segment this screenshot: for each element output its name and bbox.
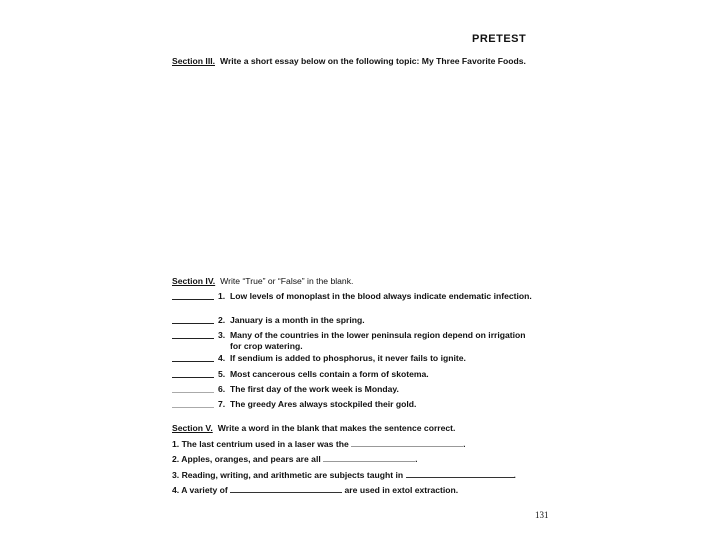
answer-blank[interactable] (323, 453, 418, 464)
item-text-after: are used in extol extraction. (344, 485, 459, 495)
item-text: Many of the countries in the lower peninsula region depend on irrigation for crop watering. (230, 330, 526, 351)
item-text: Low levels of monoplast in the blood always indicate endematic infection. (230, 291, 532, 301)
item-text-after: . (415, 454, 418, 464)
item-number: 2. (218, 315, 226, 325)
item-number: 4. (172, 485, 180, 495)
page-number: 131 (535, 510, 549, 520)
item-number: 3. (172, 470, 180, 480)
section-4 (172, 276, 532, 287)
fill-blank-item (172, 469, 542, 481)
page-title: PRETEST (472, 33, 527, 45)
true-false-item (172, 369, 532, 380)
section-3-title: Section III. (172, 56, 215, 66)
answer-blank[interactable] (406, 469, 514, 478)
answer-blank[interactable] (172, 353, 214, 362)
section-5 (172, 423, 532, 434)
item-text-before: The last centrium used in a laser was the (181, 439, 349, 449)
section-4-title: Section IV. (172, 276, 216, 286)
section-5-instruction: Write a word in the blank that makes the sentence correct. (217, 423, 456, 433)
true-false-item (172, 384, 532, 395)
section-3 (172, 56, 532, 67)
fill-blank-item (172, 453, 542, 465)
fill-blank-item (172, 438, 542, 450)
item-text: January is a month in the spring. (230, 315, 365, 325)
answer-blank[interactable] (172, 315, 214, 324)
section-5-header (172, 423, 532, 434)
item-number: 1. (172, 439, 180, 449)
item-text: The greedy Ares always stockpiled their gold. (230, 399, 417, 409)
item-text: If sendium is added to phosphorus, it never fails to ignite. (230, 353, 466, 363)
true-false-item (172, 315, 532, 326)
answer-blank[interactable] (172, 399, 214, 408)
item-number: 6. (218, 384, 226, 394)
item-number: 4. (218, 353, 226, 363)
section-3-header (172, 56, 532, 67)
true-false-item (172, 291, 532, 302)
fill-blank-item (172, 484, 542, 496)
item-text: Most cancerous cells contain a form of skotema. (230, 369, 429, 379)
true-false-item (172, 399, 532, 410)
item-number: 1. (218, 291, 226, 301)
answer-blank[interactable] (172, 330, 214, 339)
item-number: 2. (172, 454, 180, 464)
answer-blank[interactable] (172, 369, 214, 378)
item-text: The first day of the work week is Monday. (230, 384, 399, 394)
answer-blank[interactable] (172, 384, 214, 393)
item-text-before: A variety of (181, 485, 228, 495)
item-number: 7. (218, 399, 226, 409)
item-text-after: . (463, 439, 466, 449)
true-false-item (172, 330, 532, 352)
answer-blank[interactable] (172, 291, 214, 300)
section-4-header (172, 276, 532, 287)
answer-blank[interactable] (351, 438, 466, 449)
section-4-instruction: Write “True” or “False” in the blank. (220, 276, 354, 286)
section-3-instruction: Write a short essay below on the following topic: My Three Favorite Foods. (219, 56, 526, 66)
true-false-item (172, 353, 532, 364)
section-5-title: Section V. (172, 423, 213, 433)
answer-blank[interactable] (230, 484, 342, 493)
item-text-before: Reading, writing, and arithmetic are subjects taught in (181, 470, 404, 480)
item-text-before: Apples, oranges, and pears are all (181, 454, 321, 464)
item-number: 3. (218, 330, 226, 340)
item-text-after: . (513, 470, 516, 480)
item-number: 5. (218, 369, 226, 379)
